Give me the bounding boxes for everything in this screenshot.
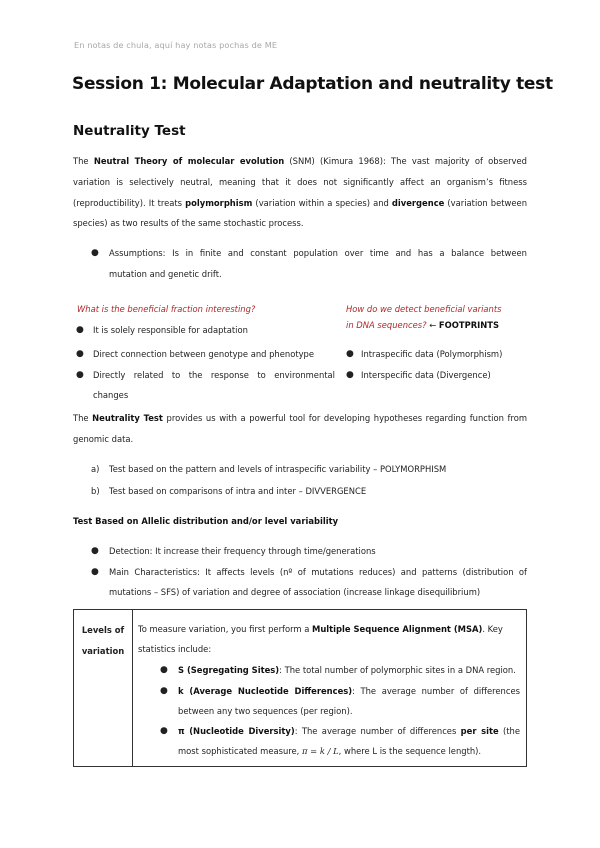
assumptions-line-1: Assumptions: Is in finite and constant population over time and has a balance between [109, 248, 527, 258]
right-question-line-2: in DNA sequences? ← FOOTPRINTS [346, 320, 500, 330]
table-intro-line-1: To measure variation, you first perform a Multiple Sequence Alignment (MSA). Key [138, 624, 503, 634]
bullet-icon: ● [160, 665, 168, 675]
stat-pi-line-1: π (Nucleotide Diversity): The average number of differences per site (the [178, 726, 520, 736]
left-item-3-line-2: changes [93, 390, 129, 400]
bullet-icon: ● [76, 349, 84, 359]
stat-k-line-1: k (Average Nucleotide Differences): The average number of differences [178, 686, 520, 696]
neutrality-paragraph: The Neutrality Test provides us with a powerful tool for developing hypotheses regarding function from genomic data. [73, 413, 527, 444]
bullet-icon: ● [346, 349, 354, 359]
bullet-icon: ● [91, 248, 99, 258]
stat-k-line-2: between any two sequences (per region). [178, 706, 353, 716]
table-divider [132, 610, 133, 766]
test-b-text: Test based on comparisons of intra and inter – DIVVERGENCE [109, 486, 367, 496]
allelic-heading: Test Based on Allelic distribution and/or level variability [73, 516, 339, 526]
section-heading: Neutrality Test [73, 123, 186, 139]
left-question: What is the beneficial fraction interesting? [77, 304, 256, 314]
pi-formula: π = k / L [302, 746, 339, 756]
bullet-icon: ● [160, 686, 168, 696]
main-characteristics-line-1: Main Characteristics: It affects levels (nº of mutations reduces) and patterns (distribution of [109, 567, 527, 577]
left-item-3-line-1: Directly related to the response to environmental [93, 370, 335, 380]
right-item-1: Intraspecific data (Polymorphism) [361, 349, 503, 359]
stat-pi-line-2: most sophisticated measure, π = k / L, where L is the sequence length). [178, 746, 482, 756]
table-row-label: Levels of variation [81, 625, 125, 656]
bullet-icon: ● [91, 567, 99, 577]
table-intro-line-2: statistics include: [138, 644, 212, 654]
bullet-icon: ● [91, 546, 99, 556]
stat-s: S (Segregating Sites): The total number of polymorphic sites in a DNA region. [178, 665, 516, 675]
bullet-icon: ● [76, 325, 84, 335]
variation-table [73, 609, 527, 767]
main-characteristics-line-2: mutations – SFS) of variation and degree of association (increase linkage disequilibrium) [109, 587, 481, 597]
test-b-marker: b) [91, 486, 100, 496]
bullet-icon: ● [76, 370, 84, 380]
intro-paragraph: The Neutral Theory of molecular evolution (SNM) (Kimura 1968): The vast majority of observed variation is selectively neutral, meaning that it does not significantly affect an organism’s fitness (reproductibility). It treats polymorphism (variation within a species) and divergence (variation between species) as two results of the same stochastic process. [73, 156, 527, 229]
test-a-text: Test based on the pattern and levels of intraspecific variability – POLYMORPHISM [109, 464, 447, 474]
right-item-2: Interspecific data (Divergence) [361, 370, 491, 380]
right-question-line-1: How do we detect beneficial variants [346, 304, 502, 314]
bullet-icon: ● [346, 370, 354, 380]
header-note: En notas de chula, aquí hay notas pochas de ME [74, 40, 278, 50]
detection-item: Detection: It increase their frequency through time/generations [109, 546, 376, 556]
page-title: Session 1: Molecular Adaptation and neutrality test [72, 74, 553, 94]
left-item-2: Direct connection between genotype and phenotype [93, 349, 315, 359]
assumptions-line-2: mutation and genetic drift. [109, 269, 222, 279]
test-a-marker: a) [91, 464, 100, 474]
bullet-icon: ● [160, 726, 168, 736]
left-item-1: It is solely responsible for adaptation [93, 325, 248, 335]
